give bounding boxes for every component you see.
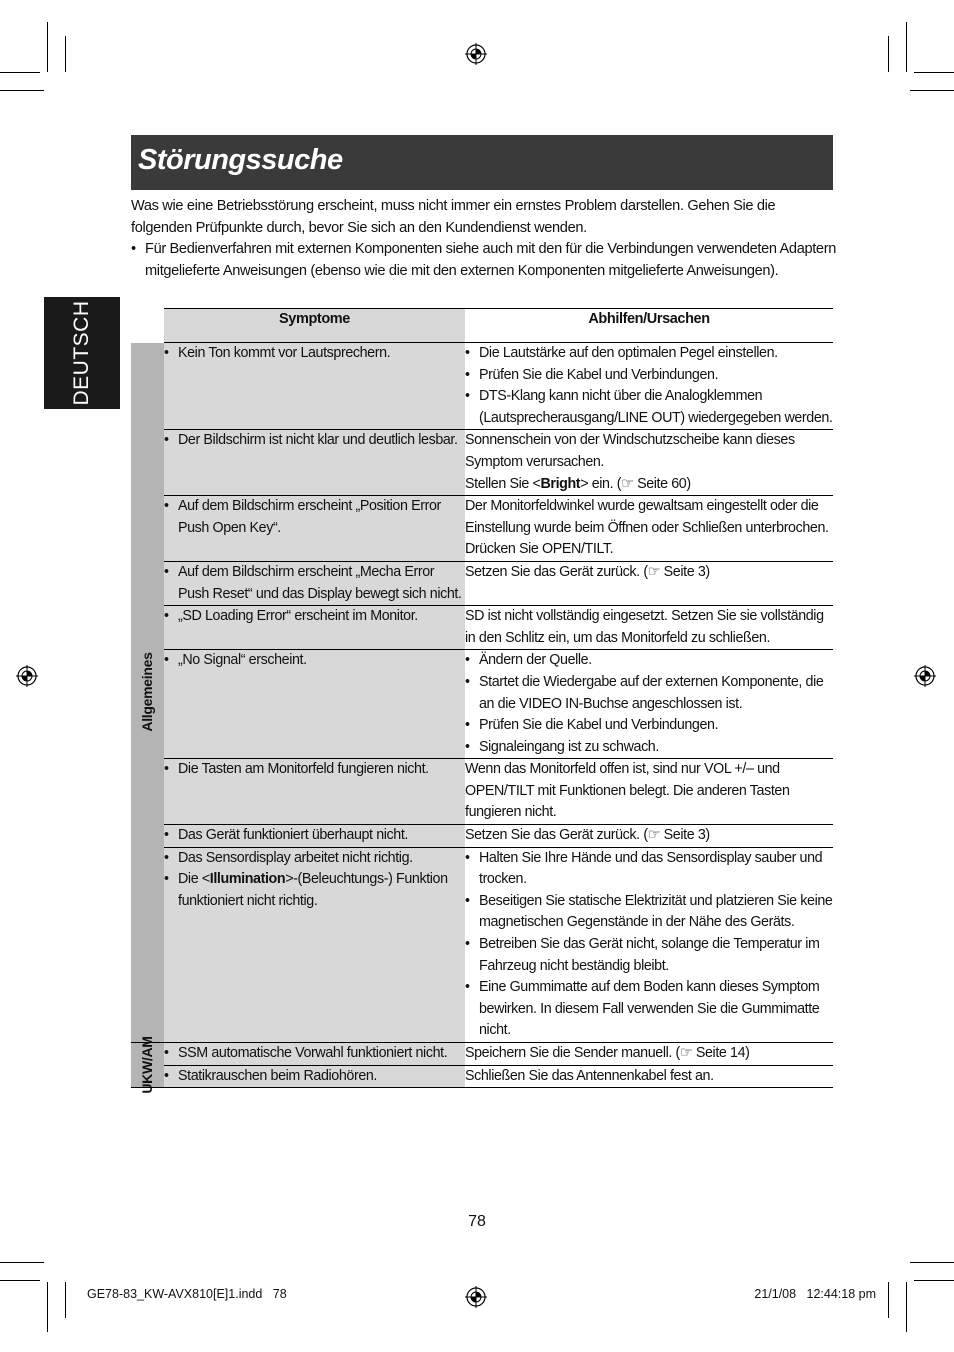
remedy-item: • Ändern der Quelle.: [465, 650, 833, 672]
remedy-cell: [465, 561, 833, 605]
symptom-cell: [164, 606, 465, 650]
crop-mark: [47, 1282, 48, 1332]
remedy-text: Setzen Sie das Gerät zurück. (☞ Seite 3): [465, 563, 710, 580]
symptom-cell: [164, 825, 465, 848]
symptom-cell: [164, 1065, 465, 1088]
table-row: [131, 847, 833, 1042]
symptom-cell: [164, 561, 465, 605]
remedy-text: Schließen Sie das Antennenkabel fest an.: [465, 1067, 714, 1084]
remedy-item: • Beseitigen Sie statische Elektrizität und platzieren Sie keine magnetischen Gegenstände in der Nähe des Geräts.: [465, 891, 833, 934]
crop-mark: [910, 90, 954, 91]
title-bar: [131, 135, 833, 190]
remedy-cell: [465, 1043, 833, 1066]
crop-mark: [888, 36, 889, 72]
troubleshooting-table: [131, 308, 833, 1094]
category-cell-general: [131, 343, 164, 1043]
crop-mark: [906, 1282, 907, 1332]
table-row: [131, 825, 833, 848]
remedy-item: • Betreiben Sie das Gerät nicht, solange die Temperatur im Fahrzeug nicht beständig bleibt.: [465, 934, 833, 977]
remedy-item: • Eine Gummimatte auf dem Boden kann dieses Symptom bewirken. In diesem Fall verwenden Sie die Gummimatte nicht.: [465, 977, 833, 1042]
remedy-item: • Prüfen Sie die Kabel und Verbindungen.: [465, 715, 833, 737]
table-row: [131, 606, 833, 650]
symptom-cell: [164, 496, 465, 562]
remedy-text: Sonnenschein von der Windschutzscheibe kann dieses Symptom verursachen.: [465, 432, 795, 470]
crop-mark: [0, 1262, 44, 1263]
page-number: 78: [468, 1213, 486, 1230]
remedy-cell: [465, 1065, 833, 1088]
remedy-item: • Die Lautstärke auf den optimalen Pegel einstellen.: [465, 343, 833, 365]
table-row: [131, 496, 833, 562]
crop-mark: [914, 1280, 954, 1281]
crop-mark: [914, 72, 954, 73]
remedy-text: Der Monitorfeldwinkel wurde gewaltsam eingestellt oder die Einstellung wurde beim Öffnen oder Schließen unterbrochen. Drücken Sie OPEN/TILT.: [465, 498, 829, 558]
table-row: [131, 430, 833, 496]
intro-bullet: • Für Bedienverfahren mit externen Komponenten siehe auch mit den für die Verbindungen verwendeten Adaptern mitgelieferte Anweisungen (ebenso wie die mit den externen Komponenten mitgelieferte Anweisungen).: [131, 241, 836, 279]
remedy-text: SD ist nicht vollständig eingesetzt. Setzen Sie sie vollständig in den Schlitz ein, um das Monitorfeld zu schließen.: [465, 608, 824, 646]
remedy-cell: [465, 496, 833, 562]
intro-paragraph: Was wie eine Betriebsstörung erscheint, muss nicht immer ein ernstes Problem darstellen. Gehen Sie die folgenden Prüfpunkte durch, bevor Sie sich an den Kundendienst wenden.: [131, 198, 776, 236]
table-row: [131, 343, 833, 430]
category-cell-radio: [131, 1036, 164, 1094]
category-label-radio: UKW/AM: [138, 1036, 155, 1094]
crosshair-circle-icon: [465, 1286, 487, 1308]
symptom-item: • Auf dem Bildschirm erscheint „Mecha Error Push Reset“ und das Display bewegt sich nicht.: [164, 562, 465, 605]
remedy-text: Stellen Sie <Bright> ein. (☞ Seite 60): [465, 475, 691, 492]
crop-mark: [47, 22, 48, 72]
remedy-cell: [465, 825, 833, 848]
symptom-item: • Statikrauschen beim Radiohören.: [164, 1066, 465, 1088]
table-header-row: [131, 309, 833, 343]
crop-mark: [65, 1282, 66, 1318]
remedy-item: • DTS-Klang kann nicht über die Analogklemmen (Lautsprecherausgang/LINE OUT) wiedergegeben werden.: [465, 386, 833, 429]
header-symptoms: Symptome: [164, 309, 465, 343]
remedy-text: Speichern Sie die Sender manuell. (☞ Seite 14): [465, 1045, 750, 1061]
symptom-cell: [164, 847, 465, 1042]
language-tab: [44, 297, 120, 409]
symptom-item: • Das Gerät funktioniert überhaupt nicht.: [164, 825, 465, 847]
footer-timestamp: 21/1/08 12:44:18 pm: [754, 1287, 876, 1301]
symptom-item: • Auf dem Bildschirm erscheint „Position Error Push Open Key“.: [164, 496, 465, 539]
remedy-cell: [465, 847, 833, 1042]
setting-name: Illumination: [209, 871, 286, 888]
remedy-item: • Startet die Wiedergabe auf der externen Komponente, die an die VIDEO IN-Buchse angeschlossen ist.: [465, 672, 833, 715]
header-remedies: Abhilfen/Ursachen: [465, 309, 833, 343]
symptom-item: • Die <Illumination>-(Beleuchtungs-) Funktion funktioniert nicht richtig.: [164, 869, 465, 912]
page-title: Störungssuche: [138, 144, 343, 176]
table-row: [131, 650, 833, 759]
category-label-general: Allgemeines: [138, 652, 155, 732]
symptom-item: • „No Signal“ erscheint.: [164, 650, 465, 672]
symptom-item: • Kein Ton kommt vor Lautsprechern.: [164, 343, 465, 365]
table-row: [131, 561, 833, 605]
setting-name: Bright: [540, 475, 581, 492]
crop-mark: [65, 36, 66, 72]
table-row: [131, 759, 833, 825]
crop-mark: [0, 72, 40, 73]
symptom-item: • Die Tasten am Monitorfeld fungieren nicht.: [164, 759, 465, 781]
footer-file-info: GE78-83_KW-AVX810[E]1.indd 78: [87, 1287, 287, 1301]
symptom-cell: [164, 759, 465, 825]
crop-mark: [906, 22, 907, 72]
remedy-cell: [465, 343, 833, 430]
table-row: [131, 1065, 833, 1088]
symptom-cell: [164, 650, 465, 759]
symptom-item: • Das Sensordisplay arbeitet nicht richtig.: [164, 848, 465, 870]
symptom-cell: [164, 1043, 465, 1066]
symptom-cell: [164, 430, 465, 496]
remedy-item: • Halten Sie Ihre Hände und das Sensordisplay sauber und trocken.: [465, 848, 833, 891]
intro-section: [131, 196, 836, 282]
remedy-text: Wenn das Monitorfeld offen ist, sind nur VOL +/– und OPEN/TILT mit Funktionen belegt. Die anderen Tasten fungieren nicht.: [465, 761, 790, 821]
crop-mark: [910, 1262, 954, 1263]
crop-mark: [888, 1282, 889, 1318]
remedy-cell: [465, 759, 833, 825]
symptom-item: • „SD Loading Error“ erscheint im Monitor.: [164, 606, 465, 628]
remedy-item: • Signaleingang ist zu schwach.: [465, 737, 833, 759]
table-header-corner: [131, 309, 164, 343]
remedy-text: Setzen Sie das Gerät zurück. (☞ Seite 3): [465, 827, 710, 844]
crosshair-circle-icon: [16, 665, 38, 687]
table-row: [131, 1043, 833, 1066]
symptom-cell: [164, 343, 465, 430]
remedy-cell: [465, 650, 833, 759]
crosshair-circle-icon: [914, 665, 936, 687]
language-tab-label: DEUTSCH: [70, 300, 93, 406]
remedy-cell: [465, 606, 833, 650]
crop-mark: [0, 90, 44, 91]
symptom-item: • Der Bildschirm ist nicht klar und deutlich lesbar.: [164, 430, 465, 452]
symptom-item: • SSM automatische Vorwahl funktioniert nicht.: [164, 1043, 465, 1065]
crosshair-circle-icon: [465, 43, 487, 65]
crop-mark: [0, 1280, 40, 1281]
remedy-cell: [465, 430, 833, 496]
remedy-item: • Prüfen Sie die Kabel und Verbindungen.: [465, 365, 833, 387]
